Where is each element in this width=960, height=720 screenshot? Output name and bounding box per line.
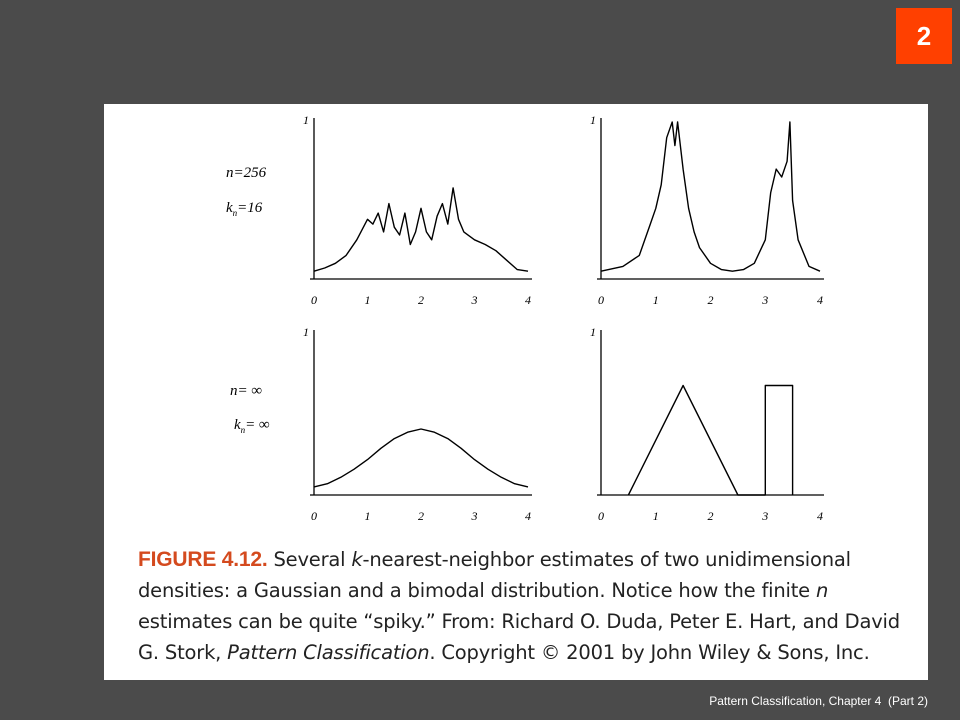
panel-bottom-right xyxy=(590,325,824,523)
y-tick-label: 1 xyxy=(303,113,309,127)
x-tick-label: 2 xyxy=(707,293,714,307)
y-tick-label: 1 xyxy=(303,325,309,339)
y-tick-label: 1 xyxy=(590,325,596,339)
panel-bottom-left xyxy=(303,325,532,523)
x-tick-label: 3 xyxy=(762,293,769,307)
caption-text-1: Several xyxy=(267,548,352,571)
y-tick-label: 1 xyxy=(590,113,596,127)
series-line xyxy=(628,386,792,496)
figure-caption xyxy=(138,544,924,668)
figure-plots xyxy=(104,104,928,544)
x-tick-label: 4 xyxy=(817,293,823,307)
series-line xyxy=(314,188,528,271)
slide-number-badge: 2 xyxy=(896,8,952,64)
x-tick-label: 2 xyxy=(707,509,714,523)
x-tick-label: 3 xyxy=(471,293,478,307)
x-tick-label: 0 xyxy=(598,509,604,523)
caption-italic-book: Pattern Classification xyxy=(227,641,430,664)
x-tick-label: 4 xyxy=(525,293,531,307)
caption-figure-label: FIGURE 4.12. xyxy=(138,548,268,571)
caption-text-3: estimates can be quite “spiky.” From: Richard O. Duda, Peter E. Hart, and David G. Stork, xyxy=(138,610,900,664)
x-tick-label: 1 xyxy=(652,509,659,523)
caption-text-4: . Copyright © 2001 by John Wiley & Sons, Inc. xyxy=(429,641,870,664)
figure-panel xyxy=(104,104,928,680)
x-tick-label: 0 xyxy=(598,293,604,307)
caption-text-2: -nearest-neighbor estimates of two unidimensional densities: a Gaussian and a bimodal distribution. Notice how the finite xyxy=(138,548,851,602)
x-tick-label: 1 xyxy=(364,293,371,307)
x-tick-label: 0 xyxy=(311,293,317,307)
caption-italic-k: k xyxy=(351,548,363,571)
row-label-n-top: n=256 xyxy=(226,165,267,181)
x-tick-label: 4 xyxy=(525,509,531,523)
caption-italic-n: n xyxy=(815,579,829,602)
x-tick-label: 1 xyxy=(364,509,371,523)
panel-top-left xyxy=(303,113,532,307)
x-tick-label: 3 xyxy=(471,509,478,523)
x-tick-label: 4 xyxy=(817,509,823,523)
footer-text: Pattern Classification, Chapter 4 (Part 2) xyxy=(709,694,928,708)
series-line xyxy=(601,122,820,271)
panel-top-right xyxy=(590,113,824,307)
x-tick-label: 2 xyxy=(418,509,424,523)
x-tick-label: 3 xyxy=(762,509,769,523)
series-line xyxy=(314,429,528,487)
x-tick-label: 1 xyxy=(652,293,659,307)
row-label-k-bottom: $k_n=$ ∞ xyxy=(234,417,270,435)
row-label-k-top: $k_n=16$ xyxy=(226,200,263,218)
x-tick-label: 0 xyxy=(311,509,317,523)
x-tick-label: 2 xyxy=(418,293,424,307)
row-label-n-bottom: n= ∞ xyxy=(230,383,263,399)
